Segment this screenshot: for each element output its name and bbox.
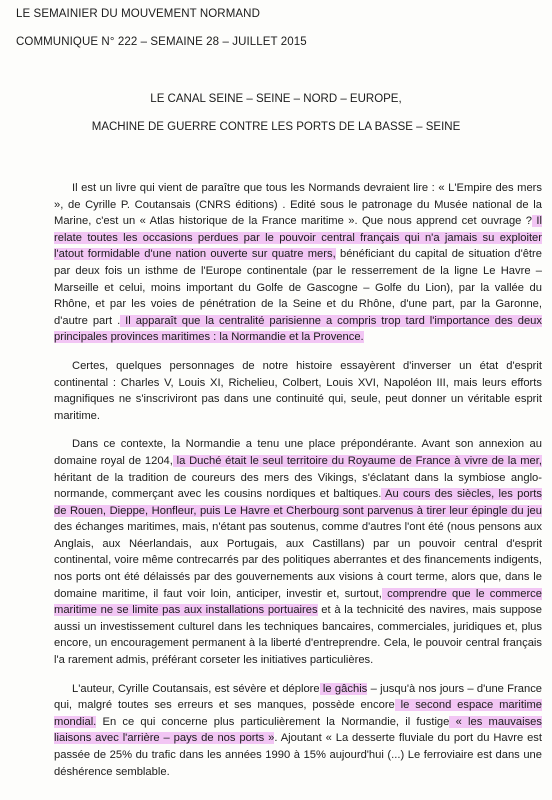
article-title: LE CANAL SEINE – SEINE – NORD – EUROPE, — [150, 93, 402, 105]
highlighted-text: Il apparaît que la centralité parisienne a compris trop tard l'importance des deux principales provinces maritimes : la Normandie et la Provence. — [54, 314, 542, 344]
article-subtitle: MACHINE DE GUERRE CONTRE LES PORTS DE LA BASSE – SEINE — [91, 121, 461, 133]
highlighted-text: Il relate toutes les occasions perdues par le pouvoir central français qui n'a jamais su exploiter l'atout formidable d'une nation ouverte sur quatre mers, — [54, 215, 543, 261]
article-body — [54, 180, 542, 792]
publication-name: LE SEMAINIER DU MOUVEMENT NORMAND — [16, 8, 260, 20]
highlighted-text: la Duché était le seul territoire du Royaume de France à vivre de la mer, — [172, 454, 542, 467]
text: L'auteur, Cyrille Coutansais, est sévère et déplore — [72, 682, 320, 695]
text: Dans ce contexte, la Normandie a tenu une place prépondérante. Avant son annexion au domaine royal de 1204, — [54, 438, 542, 467]
paragraph-2 — [54, 358, 542, 424]
text: Certes, quelques personnages de notre histoire essayèrent d'inverser un état d'esprit continental : Charles V, Louis XI, Richelieu, Colbert, Louis XVI, Napoléon III, mais leurs efforts magnifiques ne s'inscriviront pas dans une continuité qui, seule, peut donner un véritable esprit maritime. — [54, 359, 542, 422]
text: . Ajoutant « La desserte fluviale du port du Havre est passée de 25% du trafic dans les années 1990 à 15% aujourd'hui (...) Le ferroviaire est dans une déshérence semblable. — [54, 732, 542, 778]
paragraph-4 — [54, 681, 542, 781]
text: bénéficiant du capital de situation d'être par deux fois un isthme de l'Europe continentale (par le resserrement de la ligne Le Havre – Marseille et celui, moins important du Golfe de Gascogne – Golfe du Lion), par la vallée du Rhône, et par les voies de pénétration de la Seine et du Rhône, d'une part, par la Garonne, d'autre part . — [54, 248, 542, 327]
highlighted-text: comprendre que le commerce maritime ne se limite pas aux installations portuaires — [54, 587, 542, 617]
paragraph-3 — [54, 436, 542, 668]
paragraph-1 — [54, 180, 542, 346]
communique-number: COMMUNIQUE N° 222 – SEMAINE 28 – JUILLET 2015 — [16, 36, 307, 48]
highlighted-text: le second espace maritime mondial. — [54, 699, 542, 728]
text: Il est un livre qui vient de paraître que tous les Normands devraient lire : « L'Empire des mers », de Cyrille P. Coutansais (CNRS éditions) . Edité sous le patronage du Musée national de la Marine, c'est un « Atlas historique de la France maritime ». Que nous apprend cet ouvrage ? — [54, 182, 542, 228]
highlighted-text: le gâchis — [319, 682, 368, 695]
text: héritant de la tradition de coureurs des mers des Vikings, s'éclatant dans la symbiose anglo-normande, commerçant avec les cousins nordiques et baltiques. — [54, 471, 542, 501]
text: et à la technicité des navires, mais suppose aussi un investissement culturel dans les techniques bancaires, commerciales, juridiques et, plus encore, un encouragement permanent à la liberté d'entreprendre. Cela, le pouvoir central français l'a rarement admis, préférant corseter les initiatives particulières. — [54, 604, 542, 667]
text: des échanges maritimes, mais, n'étant pas soutenus, comme d'autres l'ont été (nous pensons aux Anglais, aux Néerlandais, aux Portugais, aux Castillans) par un pouvoir central d'esprit continental, voire même contrecarrés par des politiques aberrantes et des financements indigents, nos ports ont été délaissés par des gouvernements aux visions à court terme, alors que, dans le domaine maritime, il faut voir loin, anticiper, investir et, surtout, — [54, 521, 542, 600]
text: En ce qui concerne plus particulièrement la Normandie, il fustige — [96, 715, 450, 728]
highlighted-text: Au cours des siècles, les ports de Rouen, Dieppe, Honfleur, puis Le Havre et Cherbourg sont parvenus à tirer leur épingle du jeu — [54, 488, 543, 517]
text: – jusqu'à nos jours – d'une France qui, malgré toutes ses erreurs et ses manques, possède encore — [54, 682, 543, 712]
highlighted-text: « les mauvaises liaisons avec l'arrière – pays de nos ports » — [54, 715, 542, 745]
